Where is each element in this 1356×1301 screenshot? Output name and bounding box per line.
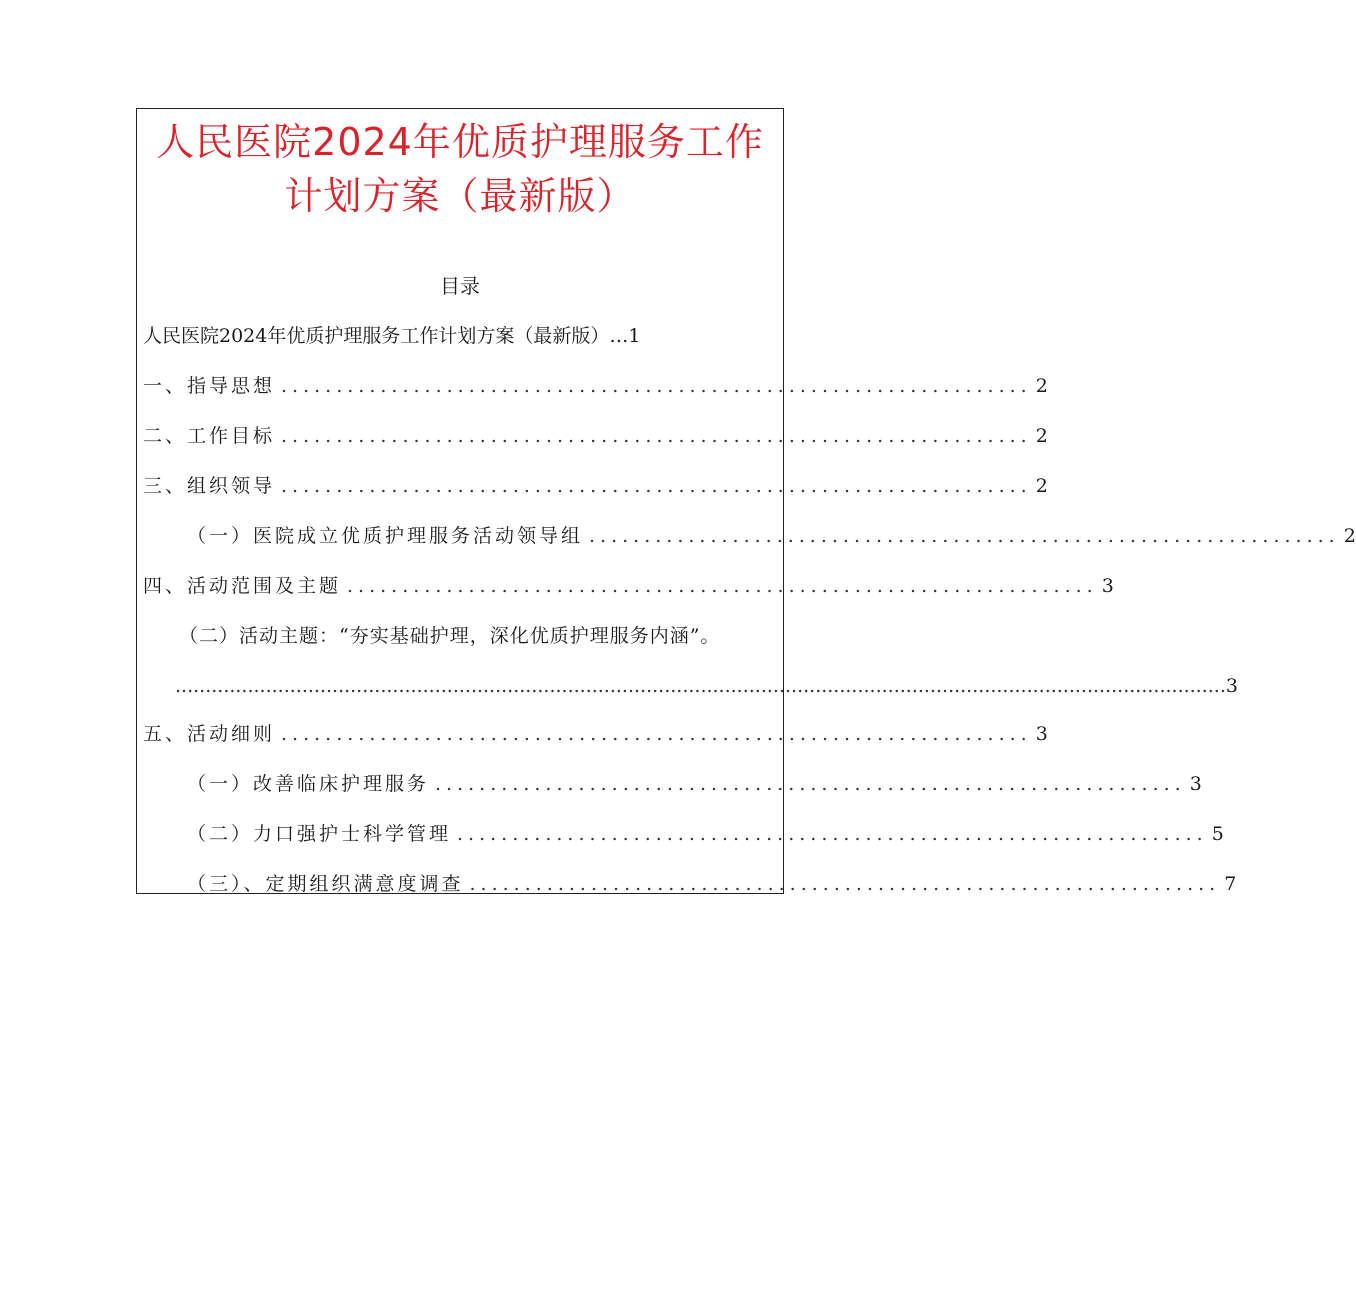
toc-entry[interactable] [187,871,1237,897]
toc-entry-label: 一、指导思想 [143,375,276,397]
toc-entry[interactable] [143,473,1048,499]
toc-leader-dots: .................................................................... [589,525,1340,547]
toc-entry-label-wrapped[interactable]: （二）活动主题：“夯实基础护理，深化优质护理服务内涵”。 [179,625,721,647]
document-title: 人民医院2024年优质护理服务工作计划方案（最新版） [156,120,764,218]
toc-leader-dots: .................................................................... [281,425,1032,447]
toc-leader-dots: .................................................................... [435,773,1186,795]
toc-leader-dots: .................................................................... [347,575,1098,597]
toc-leader-dots: .............................................................................................................................................................................. [175,675,1226,697]
toc-entry-label: （二）力口强护士科学管理 [187,823,452,845]
toc-entry[interactable] [143,423,1048,449]
toc-heading: 目录 [440,274,480,298]
toc-leader-dots: .................................................................... [281,375,1032,397]
toc-entry-label: （三）、定期组织满意度调查 [187,873,464,895]
toc-entry-page: 3 [1189,773,1202,795]
toc-entry-label: 四、活动范围及主题 [143,575,342,597]
toc-entry-label: （一）医院成立优质护理服务活动领导组 [187,525,584,547]
toc-entry-label: （一）改善临床护理服务 [187,773,430,795]
toc-entry-page: 2 [1343,525,1356,547]
toc-entry-page: 3 [1225,675,1238,697]
toc-entry-page: 2 [1035,425,1048,447]
toc-entry-continuation[interactable] [175,673,1238,699]
toc-leader-dots: .................................................................... [281,723,1032,745]
toc-leader-dots: .................................................................... [281,475,1032,497]
toc-entry-label: 二、工作目标 [143,425,276,447]
document-frame [136,108,1356,895]
toc-entry-main[interactable] [143,323,640,349]
toc-entry-page: 2 [1035,375,1048,397]
toc-leader-dots: .................................................................... [457,823,1208,845]
toc-entry-page: 1 [628,325,641,347]
toc-entry-page: 3 [1101,575,1114,597]
toc-entry[interactable] [187,771,1202,797]
toc-entry-label: 人民医院2024年优质护理服务工作计划方案（最新版）… [143,325,629,347]
toc-entry-page: 2 [1035,475,1048,497]
toc-entry[interactable] [143,721,1048,747]
toc-leader-dots: .................................................................... [469,873,1221,895]
toc-entry[interactable] [187,821,1224,847]
toc-entry[interactable] [143,373,1048,399]
toc-entry-page: 3 [1035,723,1048,745]
toc-entry-page: 5 [1211,823,1224,845]
toc-entry-label: 三、组织领导 [143,475,276,497]
toc-entry-label: 五、活动细则 [143,723,276,745]
toc-entry[interactable] [187,523,1356,549]
toc-entry[interactable] [143,573,1114,599]
toc-entry-page: 7 [1224,873,1237,895]
